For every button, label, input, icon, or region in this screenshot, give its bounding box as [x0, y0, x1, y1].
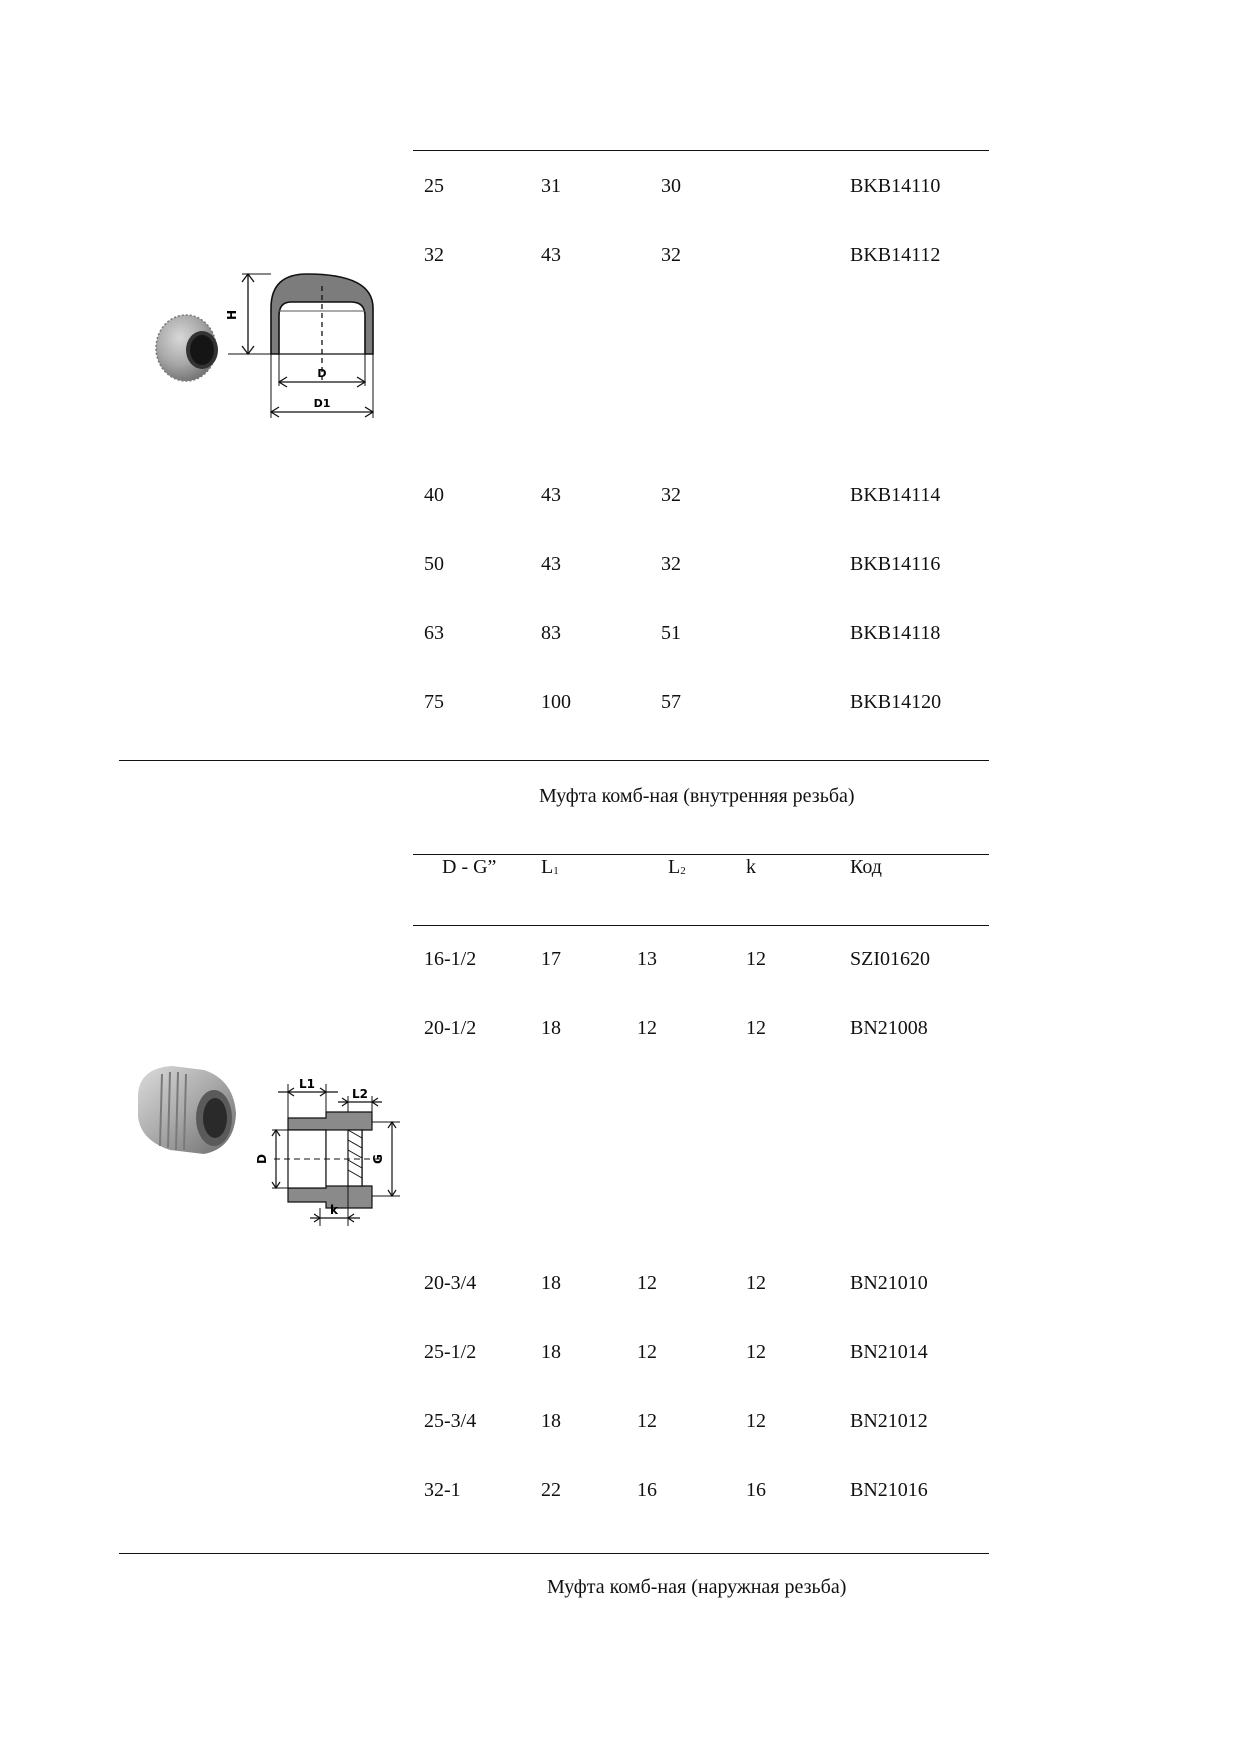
- cell-l1: 18: [541, 1410, 561, 1432]
- cap-h-label: H: [225, 309, 239, 321]
- cell-l2: 16: [637, 1479, 657, 1501]
- cell-h: 32: [661, 553, 681, 575]
- section2-divider: [119, 760, 989, 761]
- cell-d1: 83: [541, 622, 561, 644]
- cell-l2: 13: [637, 948, 657, 970]
- cap-d1-label: D1: [313, 397, 331, 410]
- cell-d1: 43: [541, 553, 561, 575]
- cell-d: 40: [424, 484, 444, 506]
- cell-d: 50: [424, 553, 444, 575]
- cell-l1: 17: [541, 948, 561, 970]
- header-dg: D - G”: [442, 856, 497, 878]
- cell-code: BN21010: [850, 1272, 928, 1294]
- cell-k: 12: [746, 1410, 766, 1432]
- cell-dg: 25-1/2: [424, 1341, 477, 1363]
- cell-code: BKB14116: [850, 553, 941, 575]
- cell-d1: 43: [541, 244, 561, 266]
- cell-h: 30: [661, 175, 681, 197]
- cell-code: BN21014: [850, 1341, 928, 1363]
- cell-d: 75: [424, 691, 444, 713]
- cell-code: BKB14112: [850, 244, 941, 266]
- cell-code: BN21012: [850, 1410, 928, 1432]
- coupling-dimension-drawing: [250, 1066, 410, 1226]
- header-l1: L1: [541, 856, 559, 878]
- cell-code: SZI01620: [850, 948, 930, 970]
- coupling-photo: [130, 1060, 240, 1160]
- coupling-d-label: D: [255, 1154, 269, 1164]
- cell-l2: 12: [637, 1017, 657, 1039]
- cell-k: 12: [746, 1017, 766, 1039]
- coupling-g-label: G: [371, 1154, 385, 1164]
- cell-h: 57: [661, 691, 681, 713]
- cell-dg: 20-3/4: [424, 1272, 477, 1294]
- cell-code: BKB14114: [850, 484, 941, 506]
- header-k: k: [746, 856, 756, 878]
- cell-l1: 18: [541, 1272, 561, 1294]
- cell-h: 51: [661, 622, 681, 644]
- header-l2: L2: [668, 856, 686, 878]
- section2-title: Муфта комб-ная (внутренняя резьба): [539, 785, 855, 807]
- cell-l1: 22: [541, 1479, 561, 1501]
- cell-code: BN21008: [850, 1017, 928, 1039]
- table2-header-top-rule: [413, 854, 989, 855]
- coupling-l2-label: L2: [352, 1087, 368, 1101]
- cell-code: BKB14110: [850, 175, 941, 197]
- cell-l2: 12: [637, 1272, 657, 1294]
- cell-k: 12: [746, 948, 766, 970]
- cap-dimension-drawing: [225, 266, 378, 424]
- section3-title: Муфта комб-ная (наружная резьба): [547, 1576, 847, 1598]
- cell-h: 32: [661, 484, 681, 506]
- cell-l1: 18: [541, 1017, 561, 1039]
- coupling-k-label: k: [330, 1203, 338, 1217]
- cell-l1: 18: [541, 1341, 561, 1363]
- cell-k: 12: [746, 1272, 766, 1294]
- cap-photo: [150, 308, 230, 386]
- coupling-l1-label: L1: [299, 1077, 315, 1091]
- cell-h: 32: [661, 244, 681, 266]
- cap-d-label: D: [317, 367, 327, 380]
- cell-dg: 20-1/2: [424, 1017, 477, 1039]
- cell-code: BKB14118: [850, 622, 941, 644]
- cell-dg: 32-1: [424, 1479, 461, 1501]
- cell-d1: 100: [541, 691, 571, 713]
- cell-code: BKB14120: [850, 691, 942, 713]
- cell-l2: 12: [637, 1410, 657, 1432]
- cell-dg: 16-1/2: [424, 948, 477, 970]
- cell-dg: 25-3/4: [424, 1410, 477, 1432]
- table2-header-bottom-rule: [413, 925, 989, 926]
- cell-d1: 43: [541, 484, 561, 506]
- cell-d: 32: [424, 244, 444, 266]
- cell-d1: 31: [541, 175, 561, 197]
- cell-k: 16: [746, 1479, 766, 1501]
- table1-top-rule: [413, 150, 989, 151]
- cell-code: BN21016: [850, 1479, 928, 1501]
- cell-k: 12: [746, 1341, 766, 1363]
- header-code: Код: [850, 856, 882, 878]
- cell-l2: 12: [637, 1341, 657, 1363]
- cell-d: 63: [424, 622, 444, 644]
- cell-d: 25: [424, 175, 444, 197]
- section3-divider: [119, 1553, 989, 1554]
